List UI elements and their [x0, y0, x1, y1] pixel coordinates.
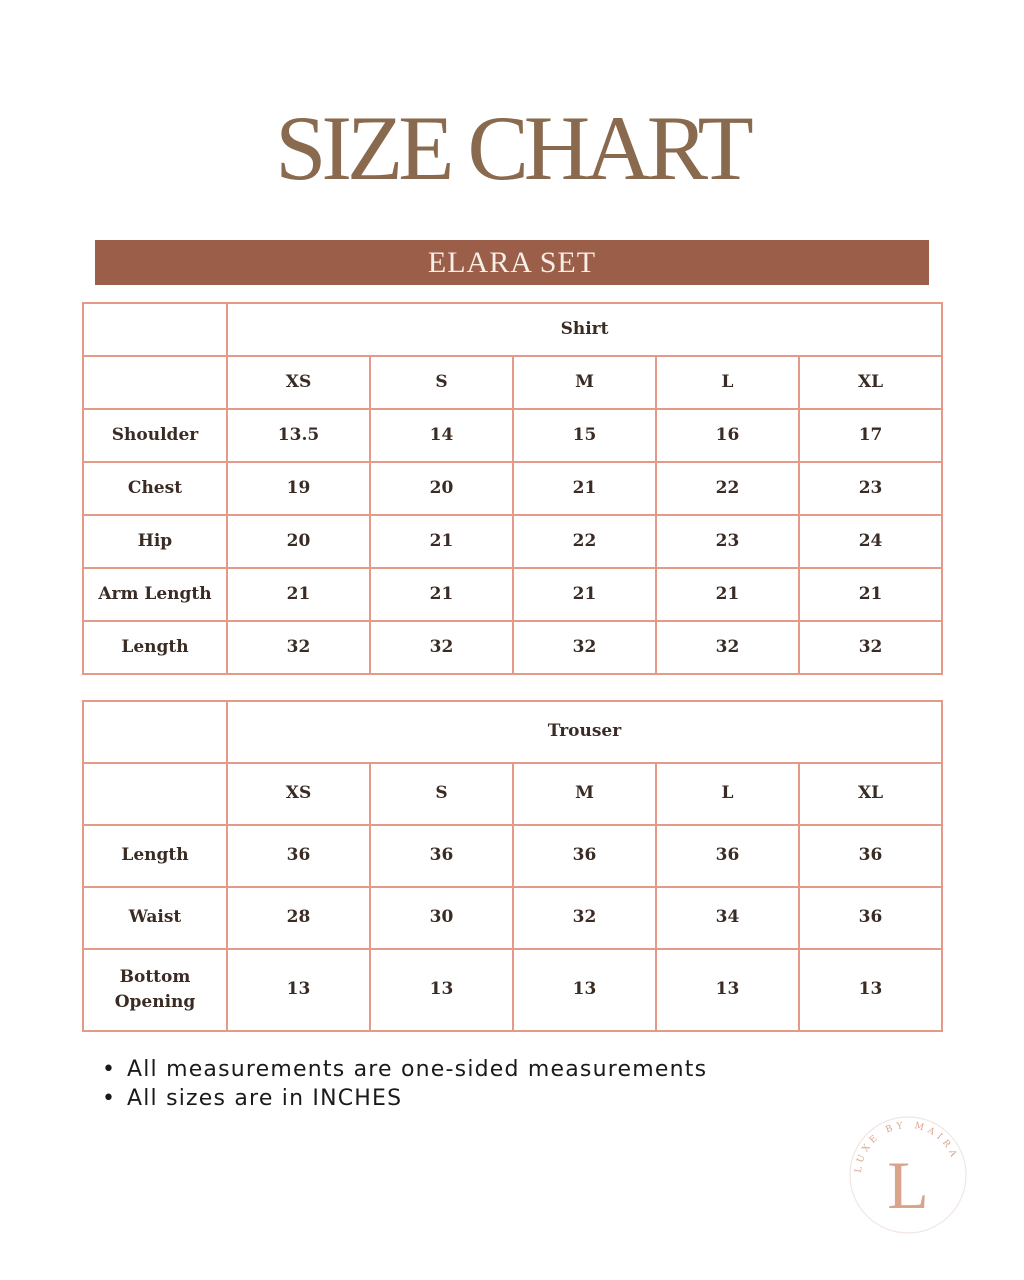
table-row: [83, 825, 942, 887]
table-row: [83, 515, 942, 568]
product-name: ELARA SET: [427, 245, 597, 279]
size-header: XS: [227, 356, 370, 409]
size-header-row: [83, 763, 942, 825]
trouser-size-table: [82, 700, 943, 1032]
table-cell: 23: [656, 515, 799, 568]
shirt-size-table: [82, 302, 943, 675]
row-label: Length: [83, 621, 227, 674]
table-cell: 15: [513, 409, 656, 462]
table-cell: 19: [227, 462, 370, 515]
row-label: Chest: [83, 462, 227, 515]
notes-list: [102, 1055, 707, 1113]
size-header: S: [370, 356, 513, 409]
table-cell: 36: [227, 825, 370, 887]
table-cell: 36: [370, 825, 513, 887]
size-header: M: [513, 763, 656, 825]
row-label-text: Bottom Opening: [114, 966, 196, 1012]
table-cell: 20: [227, 515, 370, 568]
product-banner: [95, 240, 929, 285]
table-cell: 21: [370, 568, 513, 621]
row-label: Waist: [83, 887, 227, 949]
table-cell: 24: [799, 515, 942, 568]
table-caption: Shirt: [227, 303, 942, 356]
table-cell: 32: [656, 621, 799, 674]
size-header: XL: [799, 763, 942, 825]
corner-cell: [83, 356, 227, 409]
table-cell: 34: [656, 887, 799, 949]
corner-cell: [83, 303, 227, 356]
table-row: [83, 462, 942, 515]
size-header: XS: [227, 763, 370, 825]
table-cell: 32: [799, 621, 942, 674]
page-title: SIZE CHART: [275, 97, 749, 199]
table-caption-row: [83, 701, 942, 763]
table-cell: 20: [370, 462, 513, 515]
table-caption: Trouser: [227, 701, 942, 763]
table-cell: 14: [370, 409, 513, 462]
table-row: [83, 887, 942, 949]
size-header-row: [83, 356, 942, 409]
size-header: M: [513, 356, 656, 409]
table-cell: 13: [799, 949, 942, 1031]
table-cell: 16: [656, 409, 799, 462]
table-cell: 36: [656, 825, 799, 887]
list-item: • All measurements are one-sided measurements: [102, 1055, 707, 1084]
row-label: [83, 949, 227, 1031]
table-row: [83, 409, 942, 462]
table-cell: 23: [799, 462, 942, 515]
brand-logo: [843, 1110, 973, 1240]
table-cell: 36: [799, 887, 942, 949]
table-cell: 21: [370, 515, 513, 568]
table-cell: 32: [370, 621, 513, 674]
table-cell: 21: [799, 568, 942, 621]
table-cell: 30: [370, 887, 513, 949]
table-cell: 32: [513, 887, 656, 949]
table-cell: 13: [656, 949, 799, 1031]
table-cell: 13: [227, 949, 370, 1031]
size-header: L: [656, 356, 799, 409]
size-header: S: [370, 763, 513, 825]
row-label: Arm Length: [83, 568, 227, 621]
table-cell: 17: [799, 409, 942, 462]
row-label: Hip: [83, 515, 227, 568]
size-header: L: [656, 763, 799, 825]
table-row: [83, 568, 942, 621]
table-cell: 28: [227, 887, 370, 949]
table-cell: 21: [513, 568, 656, 621]
table-row: [83, 949, 942, 1031]
list-item: • All sizes are in INCHES: [102, 1084, 707, 1113]
corner-cell: [83, 763, 227, 825]
table-cell: 32: [227, 621, 370, 674]
table-cell: 32: [513, 621, 656, 674]
logo-monogram: L: [887, 1147, 929, 1223]
table-cell: 21: [513, 462, 656, 515]
table-caption-row: [83, 303, 942, 356]
table-cell: 22: [656, 462, 799, 515]
row-label: Length: [83, 825, 227, 887]
size-header: XL: [799, 356, 942, 409]
logo-brand-text: LUXE BY MAIRA: [853, 1120, 960, 1174]
table-cell: 13.5: [227, 409, 370, 462]
table-cell: 22: [513, 515, 656, 568]
table-cell: 21: [227, 568, 370, 621]
table-cell: 21: [656, 568, 799, 621]
row-label: Shoulder: [83, 409, 227, 462]
table-cell: 36: [513, 825, 656, 887]
table-cell: 13: [370, 949, 513, 1031]
table-cell: 13: [513, 949, 656, 1031]
corner-cell: [83, 701, 227, 763]
table-row: [83, 621, 942, 674]
table-cell: 36: [799, 825, 942, 887]
